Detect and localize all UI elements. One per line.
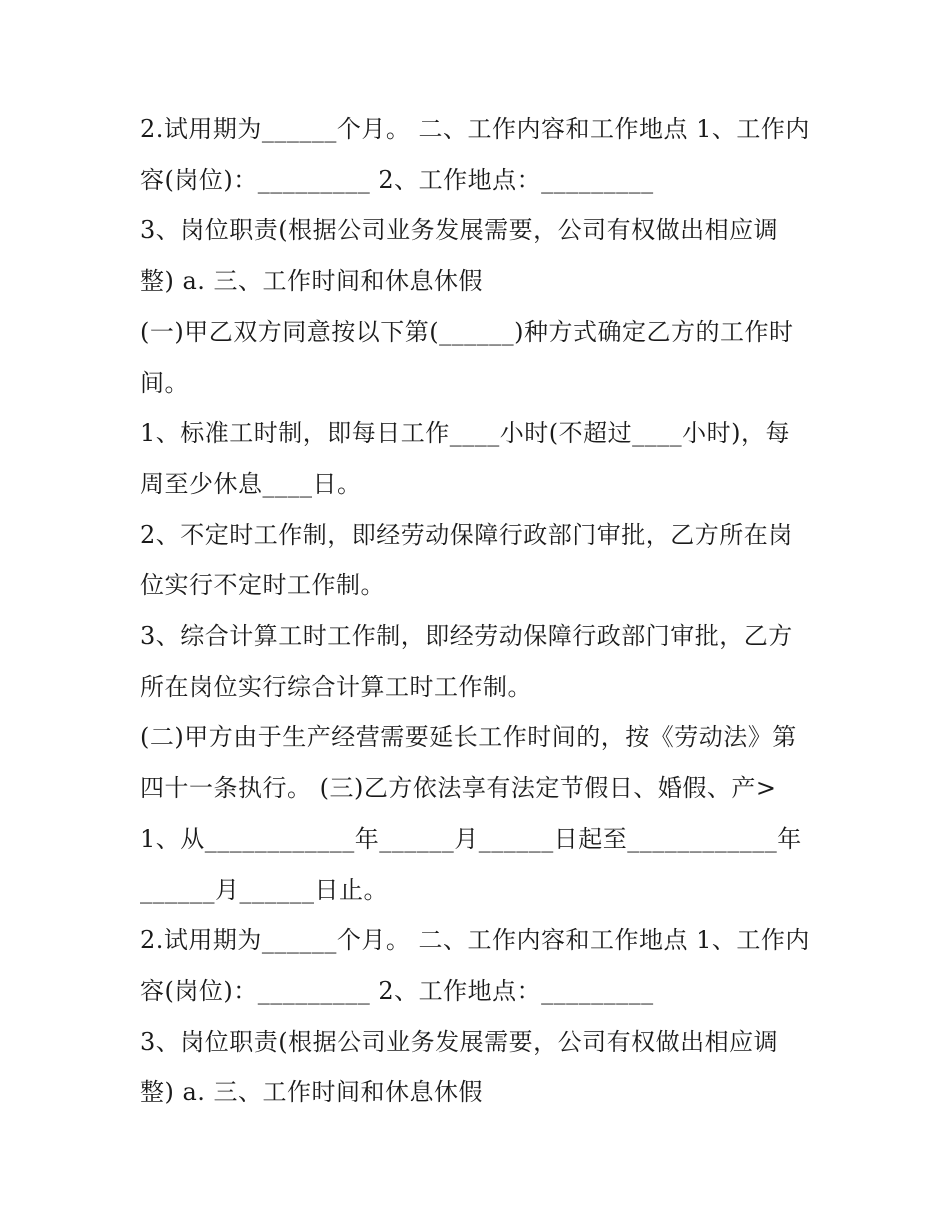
paragraph-probation-repeat: 2.试用期为______个月。 二、工作内容和工作地点 1、工作内容(岗位)：_________ 2、工作地点：_________ (140, 926, 810, 1005)
paragraph-duties-repeat: 3、岗位职责(根据公司业务发展需要，公司有权做出相应调整) a. 三、工作时间和休息休假 (140, 1027, 779, 1107)
paragraph-work-time-method: (一)甲乙双方同意按以下第(______)种方式确定乙方的工作时间。 (140, 317, 794, 397)
paragraph-contract-period: 1、从____________年______月______日起至____________年______月______日止。 (140, 824, 802, 904)
paragraph-flexible-hours: 2、不定时工作制，即经劳动保障行政部门审批，乙方所在岗位实行不定时工作制。 (140, 520, 793, 600)
document-body (140, 104, 812, 1118)
paragraph-probation: 2.试用期为______个月。 二、工作内容和工作地点 1、工作内容(岗位)：_________ 2、工作地点：_________ (140, 115, 810, 194)
paragraph-standard-hours: 1、标准工时制，即每日工作____小时(不超过____小时)，每周至少休息____日。 (140, 419, 790, 498)
paragraph-comprehensive-hours: 3、综合计算工时工作制，即经劳动保障行政部门审批，乙方所在岗位实行综合计算工时工作制。 (140, 622, 793, 701)
paragraph-duties: 3、岗位职责(根据公司业务发展需要，公司有权做出相应调整) a. 三、工作时间和休息休假 (140, 216, 779, 296)
paragraph-overtime-holidays: (二)甲方由于生产经营需要延长工作时间的，按《劳动法》第四十一条执行。 (三)乙方依法享有法定节假日、婚假、产> (140, 723, 797, 803)
